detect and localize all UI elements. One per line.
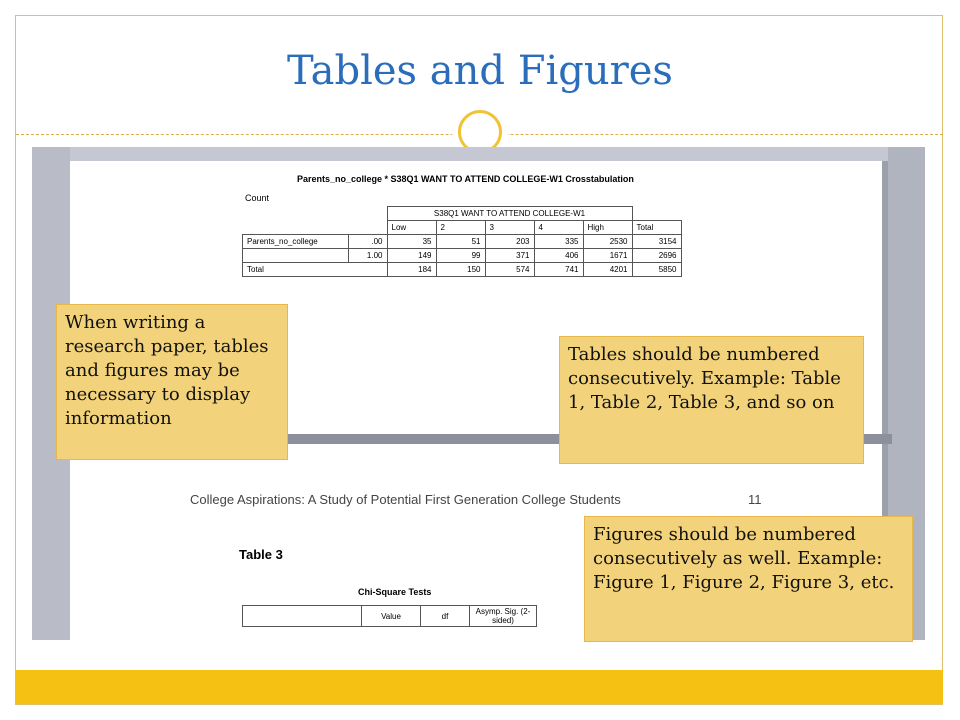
crosstab-cell: 1671 [583,249,632,263]
crosstab-col-header: Total [632,221,681,235]
crosstab-total-cell: 150 [436,263,485,277]
crosstab-total-label: Total [243,263,388,277]
crosstab-row-code: 1.00 [349,249,388,263]
crosstab-cell: 51 [436,235,485,249]
crosstab-total-cell: 5850 [632,263,681,277]
crosstab-cell: 35 [387,235,436,249]
crosstab-cell: 203 [485,235,534,249]
chi-square-title: Chi-Square Tests [358,587,432,597]
crosstab-total-cell: 574 [485,263,534,277]
crosstab-col-header: 3 [485,221,534,235]
crosstab-cell: 99 [436,249,485,263]
crosstab-col-header: High [583,221,632,235]
note-tables-numbering: Tables should be numbered consecutively. Example: Table 1, Table 2, Table 3, and so on [559,336,864,464]
chi-header: df [421,606,470,627]
crosstab-col-header: Low [387,221,436,235]
note-figures-numbering: Figures should be numbered consecutively as well. Example: Figure 1, Figure 2, Figure 3, etc. [584,516,913,642]
crosstab-count-label: Count [245,193,270,203]
crosstab-table [242,206,682,277]
chi-header: Asymp. Sig. (2-sided) [470,606,537,627]
crosstab-row-code: .00 [349,235,388,249]
crosstab-cell: 2696 [632,249,681,263]
chi-header [243,606,362,627]
crosstab-group-header: S38Q1 WANT TO ATTEND COLLEGE-W1 [387,207,632,221]
crosstab-cell: 406 [534,249,583,263]
slide-title: Tables and Figures [287,48,673,94]
crosstab-cell: 371 [485,249,534,263]
crosstab-total-cell: 741 [534,263,583,277]
running-head: College Aspirations: A Study of Potential First Generation College Students [190,492,621,507]
note-research-paper: When writing a research paper, tables and figures may be necessary to display information [56,304,288,460]
crosstab-cell: 3154 [632,235,681,249]
footer-accent-bar [16,670,943,704]
chi-square-table [242,605,537,627]
crosstab-total-cell: 4201 [583,263,632,277]
table-row [243,249,682,263]
crosstab-header-row [243,221,682,235]
crosstab-cell: 335 [534,235,583,249]
table-label: Table 3 [239,547,283,562]
chi-header: Value [362,606,421,627]
crosstab-title: Parents_no_college * S38Q1 WANT TO ATTEND COLLEGE-W1 Crosstabulation [297,174,634,184]
crosstab-total-cell: 184 [387,263,436,277]
table-row [243,263,682,277]
crosstab-col-header: 2 [436,221,485,235]
crosstab-cell: 149 [387,249,436,263]
chi-header-row [243,606,537,627]
table-row [243,235,682,249]
page-number: 11 [748,492,762,507]
crosstab-col-header: 4 [534,221,583,235]
crosstab-group-row [243,207,682,221]
crosstab-cell: 2530 [583,235,632,249]
crosstab-row-variable: Parents_no_college [243,235,349,249]
